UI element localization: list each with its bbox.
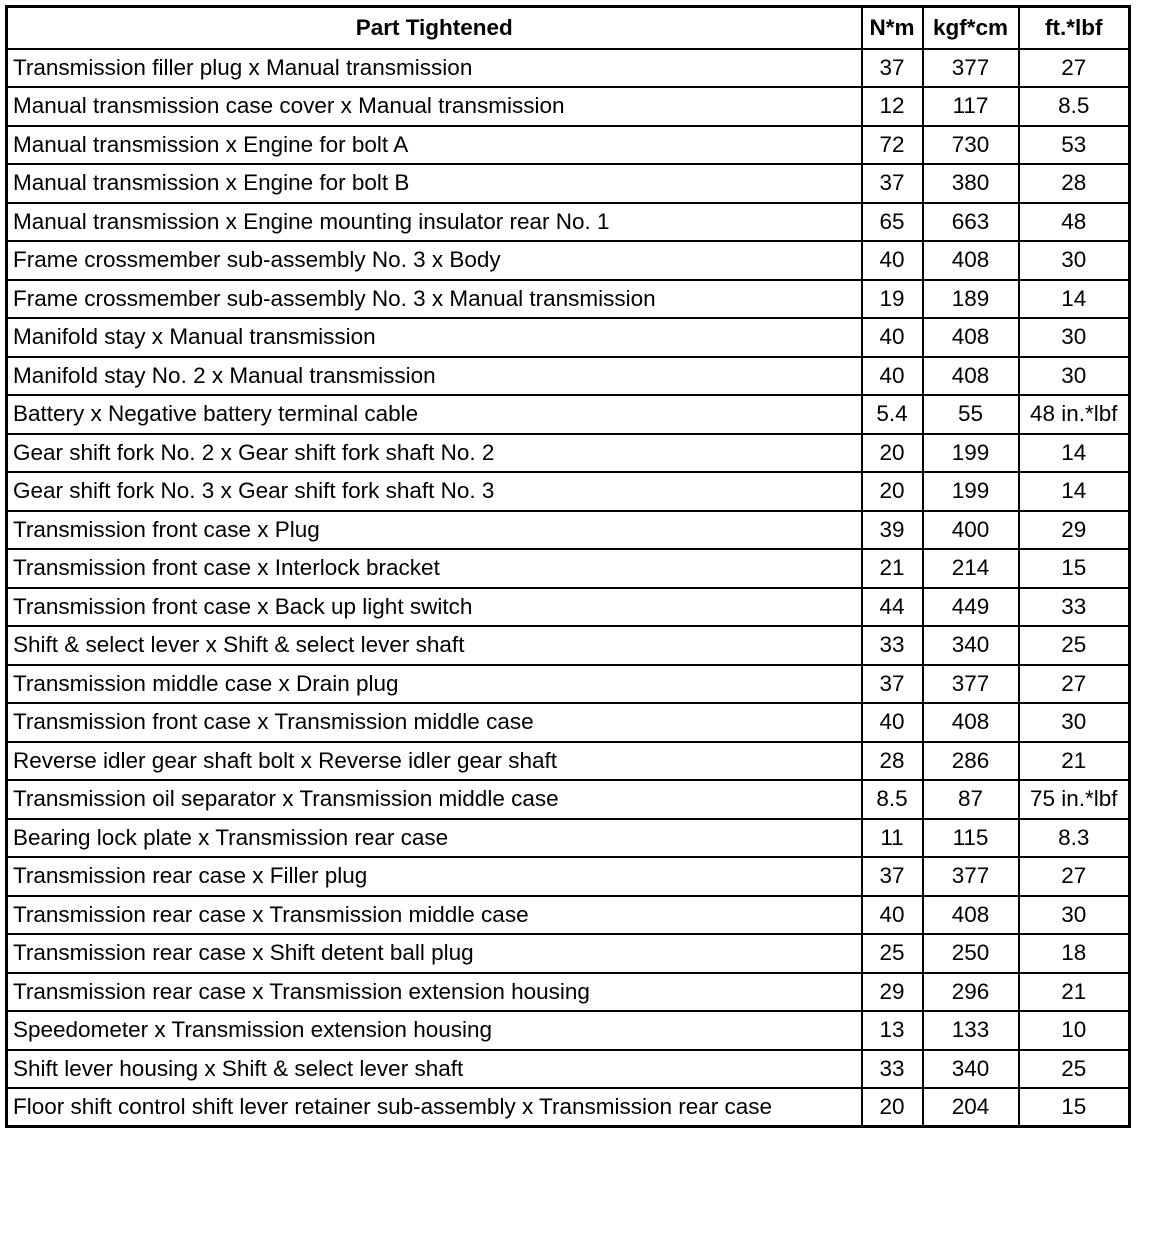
table-row xyxy=(7,203,1130,242)
row-ft-lbf: 48 xyxy=(1019,203,1130,242)
row-newton-meter: 40 xyxy=(862,241,923,280)
table-row xyxy=(7,742,1130,781)
row-part-tightened: Bearing lock plate x Transmission rear case xyxy=(7,819,862,858)
table-row xyxy=(7,780,1130,819)
row-part-tightened: Shift & select lever x Shift & select lever shaft xyxy=(7,626,862,665)
row-newton-meter: 28 xyxy=(862,742,923,781)
table-row xyxy=(7,626,1130,665)
row-part-tightened: Floor shift control shift lever retainer sub-assembly x Transmission rear case xyxy=(7,1088,862,1127)
row-part-tightened: Transmission oil separator x Transmission middle case xyxy=(7,780,862,819)
row-ft-lbf: 8.5 xyxy=(1019,87,1130,126)
torque-spec-table xyxy=(5,5,1131,1128)
row-newton-meter: 40 xyxy=(862,703,923,742)
row-part-tightened: Transmission rear case x Transmission middle case xyxy=(7,896,862,935)
row-newton-meter: 39 xyxy=(862,511,923,550)
row-ft-lbf: 21 xyxy=(1019,973,1130,1012)
table-row xyxy=(7,511,1130,550)
row-part-tightened: Transmission middle case x Drain plug xyxy=(7,665,862,704)
row-ft-lbf: 53 xyxy=(1019,126,1130,165)
row-kgf-cm: 377 xyxy=(923,665,1019,704)
row-kgf-cm: 55 xyxy=(923,395,1019,434)
row-newton-meter: 21 xyxy=(862,549,923,588)
row-part-tightened: Manual transmission x Engine for bolt A xyxy=(7,126,862,165)
row-kgf-cm: 377 xyxy=(923,49,1019,88)
row-part-tightened: Frame crossmember sub-assembly No. 3 x Manual transmission xyxy=(7,280,862,319)
row-kgf-cm: 214 xyxy=(923,549,1019,588)
row-kgf-cm: 408 xyxy=(923,896,1019,935)
table-row xyxy=(7,896,1130,935)
row-kgf-cm: 377 xyxy=(923,857,1019,896)
row-newton-meter: 37 xyxy=(862,49,923,88)
table-row xyxy=(7,1050,1130,1089)
row-part-tightened: Manual transmission x Engine for bolt B xyxy=(7,164,862,203)
row-kgf-cm: 87 xyxy=(923,780,1019,819)
row-part-tightened: Reverse idler gear shaft bolt x Reverse idler gear shaft xyxy=(7,742,862,781)
row-newton-meter: 33 xyxy=(862,626,923,665)
row-kgf-cm: 663 xyxy=(923,203,1019,242)
row-ft-lbf: 14 xyxy=(1019,280,1130,319)
row-ft-lbf: 15 xyxy=(1019,549,1130,588)
table-row xyxy=(7,857,1130,896)
row-part-tightened: Frame crossmember sub-assembly No. 3 x Body xyxy=(7,241,862,280)
row-ft-lbf: 25 xyxy=(1019,626,1130,665)
table-row xyxy=(7,1011,1130,1050)
row-part-tightened: Manifold stay x Manual transmission xyxy=(7,318,862,357)
row-newton-meter: 37 xyxy=(862,857,923,896)
row-newton-meter: 40 xyxy=(862,357,923,396)
row-ft-lbf: 14 xyxy=(1019,472,1130,511)
row-kgf-cm: 340 xyxy=(923,1050,1019,1089)
row-kgf-cm: 199 xyxy=(923,434,1019,473)
row-part-tightened: Transmission front case x Plug xyxy=(7,511,862,550)
table-row xyxy=(7,241,1130,280)
row-kgf-cm: 133 xyxy=(923,1011,1019,1050)
table-row xyxy=(7,164,1130,203)
row-part-tightened: Battery x Negative battery terminal cable xyxy=(7,395,862,434)
row-part-tightened: Gear shift fork No. 3 x Gear shift fork shaft No. 3 xyxy=(7,472,862,511)
row-kgf-cm: 408 xyxy=(923,241,1019,280)
table-row xyxy=(7,703,1130,742)
row-kgf-cm: 408 xyxy=(923,703,1019,742)
row-newton-meter: 8.5 xyxy=(862,780,923,819)
row-newton-meter: 40 xyxy=(862,896,923,935)
table-row xyxy=(7,973,1130,1012)
row-kgf-cm: 340 xyxy=(923,626,1019,665)
header-part-tightened: Part Tightened xyxy=(7,7,862,49)
row-ft-lbf: 30 xyxy=(1019,241,1130,280)
table-row xyxy=(7,665,1130,704)
header-newton-meter: N*m xyxy=(862,7,923,49)
table-row xyxy=(7,126,1130,165)
row-kgf-cm: 408 xyxy=(923,357,1019,396)
row-kgf-cm: 115 xyxy=(923,819,1019,858)
row-part-tightened: Transmission filler plug x Manual transmission xyxy=(7,49,862,88)
row-part-tightened: Manual transmission x Engine mounting insulator rear No. 1 xyxy=(7,203,862,242)
row-ft-lbf: 29 xyxy=(1019,511,1130,550)
row-part-tightened: Transmission front case x Back up light switch xyxy=(7,588,862,627)
row-newton-meter: 19 xyxy=(862,280,923,319)
row-kgf-cm: 199 xyxy=(923,472,1019,511)
row-ft-lbf: 27 xyxy=(1019,49,1130,88)
row-ft-lbf: 28 xyxy=(1019,164,1130,203)
row-ft-lbf: 18 xyxy=(1019,934,1130,973)
row-ft-lbf: 25 xyxy=(1019,1050,1130,1089)
row-ft-lbf: 27 xyxy=(1019,665,1130,704)
table-row xyxy=(7,49,1130,88)
row-newton-meter: 37 xyxy=(862,164,923,203)
row-newton-meter: 5.4 xyxy=(862,395,923,434)
table-row xyxy=(7,588,1130,627)
table-body xyxy=(7,49,1130,1127)
row-newton-meter: 20 xyxy=(862,472,923,511)
row-kgf-cm: 204 xyxy=(923,1088,1019,1127)
row-part-tightened: Shift lever housing x Shift & select lever shaft xyxy=(7,1050,862,1089)
row-newton-meter: 33 xyxy=(862,1050,923,1089)
table-row xyxy=(7,280,1130,319)
table-row xyxy=(7,934,1130,973)
row-newton-meter: 20 xyxy=(862,434,923,473)
row-newton-meter: 11 xyxy=(862,819,923,858)
row-ft-lbf: 30 xyxy=(1019,703,1130,742)
row-part-tightened: Manifold stay No. 2 x Manual transmission xyxy=(7,357,862,396)
row-newton-meter: 29 xyxy=(862,973,923,1012)
row-newton-meter: 44 xyxy=(862,588,923,627)
table-row xyxy=(7,819,1130,858)
row-part-tightened: Manual transmission case cover x Manual transmission xyxy=(7,87,862,126)
header-kgf-cm: kgf*cm xyxy=(923,7,1019,49)
row-newton-meter: 72 xyxy=(862,126,923,165)
row-newton-meter: 13 xyxy=(862,1011,923,1050)
row-newton-meter: 20 xyxy=(862,1088,923,1127)
row-newton-meter: 40 xyxy=(862,318,923,357)
row-ft-lbf: 27 xyxy=(1019,857,1130,896)
row-kgf-cm: 286 xyxy=(923,742,1019,781)
row-newton-meter: 37 xyxy=(862,665,923,704)
row-kgf-cm: 408 xyxy=(923,318,1019,357)
row-kgf-cm: 730 xyxy=(923,126,1019,165)
row-newton-meter: 25 xyxy=(862,934,923,973)
row-ft-lbf: 48 in.*lbf xyxy=(1019,395,1130,434)
table-row xyxy=(7,357,1130,396)
row-ft-lbf: 75 in.*lbf xyxy=(1019,780,1130,819)
table-row xyxy=(7,549,1130,588)
row-kgf-cm: 117 xyxy=(923,87,1019,126)
table-header xyxy=(7,7,1130,49)
table-row xyxy=(7,395,1130,434)
table-row xyxy=(7,87,1130,126)
row-ft-lbf: 30 xyxy=(1019,896,1130,935)
row-kgf-cm: 400 xyxy=(923,511,1019,550)
row-part-tightened: Gear shift fork No. 2 x Gear shift fork shaft No. 2 xyxy=(7,434,862,473)
row-kgf-cm: 380 xyxy=(923,164,1019,203)
row-part-tightened: Transmission rear case x Filler plug xyxy=(7,857,862,896)
row-ft-lbf: 15 xyxy=(1019,1088,1130,1127)
row-part-tightened: Speedometer x Transmission extension housing xyxy=(7,1011,862,1050)
table-row xyxy=(7,318,1130,357)
row-part-tightened: Transmission front case x Transmission middle case xyxy=(7,703,862,742)
table-row xyxy=(7,1088,1130,1127)
row-kgf-cm: 296 xyxy=(923,973,1019,1012)
row-ft-lbf: 30 xyxy=(1019,318,1130,357)
header-ft-lbf: ft.*lbf xyxy=(1019,7,1130,49)
table-row xyxy=(7,434,1130,473)
row-ft-lbf: 10 xyxy=(1019,1011,1130,1050)
row-kgf-cm: 449 xyxy=(923,588,1019,627)
header-row xyxy=(7,7,1130,49)
row-ft-lbf: 30 xyxy=(1019,357,1130,396)
row-newton-meter: 12 xyxy=(862,87,923,126)
table-row xyxy=(7,472,1130,511)
row-part-tightened: Transmission rear case x Transmission extension housing xyxy=(7,973,862,1012)
row-ft-lbf: 21 xyxy=(1019,742,1130,781)
row-ft-lbf: 8.3 xyxy=(1019,819,1130,858)
row-part-tightened: Transmission rear case x Shift detent ball plug xyxy=(7,934,862,973)
row-ft-lbf: 33 xyxy=(1019,588,1130,627)
row-kgf-cm: 250 xyxy=(923,934,1019,973)
row-kgf-cm: 189 xyxy=(923,280,1019,319)
row-ft-lbf: 14 xyxy=(1019,434,1130,473)
row-part-tightened: Transmission front case x Interlock bracket xyxy=(7,549,862,588)
row-newton-meter: 65 xyxy=(862,203,923,242)
